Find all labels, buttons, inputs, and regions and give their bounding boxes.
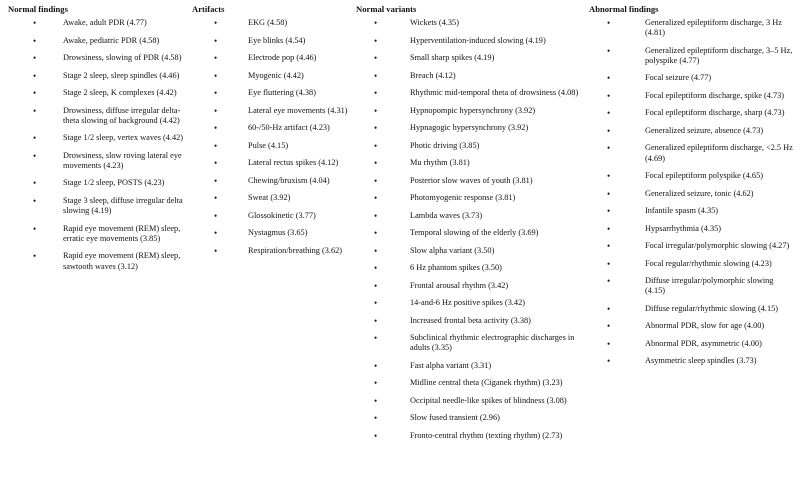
bullet-icon: • [214,53,218,63]
list-item-label: Diffuse irregular/polymorphic slowing (4.15) [645,276,774,296]
list-item-label: Sweat (3.92) [248,193,291,202]
list-item [214,211,352,221]
bullet-icon: • [33,195,37,206]
bullet-icon: • [374,18,378,28]
bullet-icon: • [214,105,218,116]
bullet-icon: • [607,303,611,314]
bullet-icon: • [214,88,218,98]
list-item-label: Fast alpha variant (3.31) [410,360,492,370]
list-item-label: Eye fluttering (4.38) [248,88,316,97]
bullet-icon: • [607,90,611,101]
bullet-icon: • [374,140,378,151]
bullet-icon: • [374,105,378,116]
list-item [374,246,586,256]
list-item [607,143,797,163]
list-item-label: 14-and-6 Hz positive spikes (3.42) [410,298,525,307]
list-item [374,88,586,98]
list-item [607,91,797,101]
column-abnormal-findings [589,4,797,374]
list-item-label: Respiration/breathing (3.62) [248,245,343,255]
list-item [374,396,586,406]
bullet-icon: • [374,413,378,424]
list-item [374,18,586,28]
bullet-icon: • [374,333,378,343]
list-item [607,356,797,366]
column-heading: Artifacts [192,4,225,14]
list-item-label: Rapid eye movement (REM) sleep, sawtooth waves (3.12) [63,251,181,271]
list-item-label: Pulse (4.15) [248,140,289,150]
list-item [214,176,352,186]
list-item-label: Awake, pediatric PDR (4.58) [63,35,160,45]
list-item-label: Focal epileptiform discharge, sharp (4.73) [645,108,785,118]
bullet-icon: • [214,245,218,256]
bullet-icon: • [214,123,218,133]
list-item [28,71,188,81]
list-item [374,53,586,63]
list-item-label: Chewing/bruxism (4.04) [248,175,330,185]
bullet-icon: • [374,280,378,291]
list-item-label: Generalized epileptiform discharge, 3 Hz (4.81) [645,18,782,38]
list-item [607,189,797,199]
list-item [374,298,586,308]
list-item-label: Hypsarrhythmia (4.35) [645,223,722,233]
bullet-icon: • [374,395,378,406]
list-item [374,378,586,388]
bullet-icon: • [374,123,378,133]
list-item-label: Subclinical rhythmic electrographic discharges in adults (3.35) [410,333,575,353]
bullet-icon: • [607,338,611,349]
list-item-label: EKG (4.58) [248,18,288,27]
bullet-icon: • [214,210,218,221]
bullet-icon: • [33,223,37,234]
list-item [214,53,352,63]
column-heading: Normal findings [8,4,68,14]
bullet-icon: • [607,241,611,252]
list-item [607,18,797,38]
bullet-icon: • [33,178,37,189]
list-item [374,316,586,326]
list-item [374,263,586,273]
bullet-icon: • [33,18,37,28]
list-item [28,133,188,143]
list-item-label: Diffuse regular/rhythmic slowing (4.15) [645,303,779,313]
bullet-icon: • [214,175,218,186]
bullet-icon: • [374,158,378,168]
list-item [214,18,352,28]
list-item-label: Stage 1/2 sleep, vertex waves (4.42) [63,133,184,143]
list-item-label: Infantile spasm (4.35) [645,206,719,216]
list-item-label: Asymmetric sleep spindles (3.73) [645,356,757,366]
list-item [28,106,188,126]
bullet-icon: • [374,53,378,63]
list-item [214,71,352,81]
list-item-label: Stage 1/2 sleep, POSTS (4.23) [63,178,165,188]
list-item [28,18,188,28]
list-item-label: Frontal arousal rhythm (3.42) [410,280,509,290]
list-item-label: 6 Hz phantom spikes (3.50) [410,263,502,272]
list-item-label: Glossokinetic (3.77) [248,210,316,220]
list-item [607,171,797,181]
bullet-icon: • [214,193,218,203]
list-item-label: Stage 3 sleep, diffuse irregular delta slowing (4.19) [63,195,183,216]
list-item [374,106,586,116]
bullet-icon: • [33,53,37,63]
bullet-icon: • [607,223,611,234]
list-item [374,176,586,186]
list-item-label: Small sharp spikes (4.19) [410,53,495,62]
list-item [28,224,188,244]
list-item-label: Breach (4.12) [410,70,456,80]
bullet-icon: • [214,18,218,28]
bullet-icon: • [33,105,37,116]
bullet-icon: • [607,188,611,199]
list-item [28,53,188,63]
list-item-label: Focal epileptiform polyspike (4.65) [645,171,763,181]
bullet-icon: • [607,73,611,84]
bullet-icon: • [33,150,37,161]
list-item-label: Abnormal PDR, slow for age (4.00) [645,321,765,331]
bullet-icon: • [374,88,378,98]
list-item [28,36,188,46]
bullet-icon: • [374,430,378,441]
list-item-label: Posterior slow waves of youth (3.81) [410,175,533,185]
bullet-icon: • [607,258,611,269]
list-item [214,106,352,116]
list-item [374,158,586,168]
list-item-label: Increased frontal beta activity (3.38) [410,315,531,325]
list-item-label: Lateral rectus spikes (4.12) [248,158,339,167]
bullet-icon: • [607,45,611,56]
list-item [28,151,188,171]
bullet-icon: • [607,276,611,287]
column-normal-variants [356,4,586,448]
list-item [607,108,797,118]
list-item [374,228,586,238]
list-item-label: Drowsiness, diffuse irregular delta-theta slowing of background (4.42) [63,105,181,125]
list-item-label: Focal epileptiform discharge, spike (4.73) [645,90,785,100]
bullet-icon: • [374,228,378,238]
list-item-label: Midline central theta (Ciganek rhythm) (3.23) [410,378,563,388]
list-item [607,259,797,269]
list-item-label: Fronto-central rhythm (texting rhythm) (2.73) [410,430,563,440]
list-item [214,228,352,238]
bullet-icon: • [214,140,218,151]
bullet-icon: • [374,175,378,186]
list-item [28,251,188,271]
list-item-label: Hyperventilation-induced slowing (4.19) [410,35,546,45]
bullet-icon: • [607,143,611,154]
bullet-icon: • [374,298,378,308]
list-item [374,333,586,353]
list-item-label: Eye blinks (4.54) [248,35,306,45]
list-item [214,36,352,46]
list-item-label: Drowsiness, slow roving lateral eye movements (4.23) [63,150,182,170]
bullet-icon: • [607,125,611,136]
bullet-icon: • [374,263,378,273]
list-item [214,141,352,151]
list-item [607,73,797,83]
list-item-label: Hypnopompic hypersynchrony (3.92) [410,105,536,115]
list-item-label: Occipital needle-like spikes of blindness (3.08) [410,395,567,405]
bullet-icon: • [607,321,611,332]
list-item [607,46,797,66]
list-item [214,246,352,256]
bullet-icon: • [374,315,378,326]
bullet-icon: • [374,360,378,371]
bullet-icon: • [374,210,378,221]
list-item [607,304,797,314]
item-list [214,18,352,256]
list-item [214,88,352,98]
bullet-icon: • [607,206,611,217]
list-item-label: Mu rhythm (3.81) [410,158,470,167]
list-item-label: Generalized seizure, tonic (4.62) [645,188,754,198]
list-item-label: Stage 2 sleep, K complexes (4.42) [63,88,177,97]
list-item-label: Photomyogenic response (3.81) [410,193,516,202]
item-list [28,18,188,272]
bullet-icon: • [374,35,378,46]
bullet-icon: • [214,228,218,238]
item-list [607,18,797,367]
column-heading: Abnormal findings [589,4,659,14]
list-item-label: 60-/50-Hz artifact (4.23) [248,123,330,132]
list-item-label: Rhythmic mid-temporal theta of drowsiness (4.08) [410,88,579,97]
bullet-icon: • [607,171,611,182]
list-item-label: Hypnagogic hypersynchrony (3.92) [410,123,529,132]
list-item [214,158,352,168]
list-item [374,36,586,46]
column-normal-findings [8,4,188,279]
list-item [374,413,586,423]
list-item-label: Focal irregular/polymorphic slowing (4.27) [645,241,790,251]
list-item-label: Photic driving (3.85) [410,140,480,150]
list-item-label: Awake, adult PDR (4.77) [63,18,147,27]
list-item [374,141,586,151]
list-item [607,321,797,331]
list-item-label: Stage 2 sleep, sleep spindles (4.46) [63,70,180,80]
bullet-icon: • [374,70,378,81]
bullet-icon: • [33,88,37,98]
list-item [374,123,586,133]
list-item-label: Lambda waves (3.73) [410,210,483,220]
item-list [374,18,586,441]
list-item-label: Electrode pop (4.46) [248,53,317,62]
list-item-label: Myogenic (4.42) [248,70,304,80]
list-item-label: Slow fused transient (2.96) [410,413,500,423]
list-item-label: Slow alpha variant (3.50) [410,245,495,255]
bullet-icon: • [33,35,37,46]
bullet-icon: • [374,193,378,203]
list-item [28,178,188,188]
list-item-label: Temporal slowing of the elderly (3.69) [410,228,539,237]
bullet-icon: • [214,35,218,46]
bullet-icon: • [33,70,37,81]
bullet-icon: • [607,356,611,367]
list-item [28,88,188,98]
list-item [374,193,586,203]
list-item [607,276,797,296]
list-item-label: Drowsiness, slowing of PDR (4.58) [63,53,182,62]
list-item [607,339,797,349]
list-item-label: Rapid eye movement (REM) sleep, erratic eye movements (3.85) [63,223,181,243]
bullet-icon: • [33,251,37,262]
list-item [374,71,586,81]
bullet-icon: • [607,108,611,119]
bullet-icon: • [33,133,37,144]
list-item [607,206,797,216]
list-item [214,123,352,133]
list-item [28,196,188,216]
list-item [374,361,586,371]
list-item [607,126,797,136]
list-item-label: Wickets (4.35) [410,18,459,27]
list-item [607,224,797,234]
list-item [214,193,352,203]
list-item-label: Lateral eye movements (4.31) [248,105,348,115]
column-artifacts [192,4,352,263]
list-item [607,241,797,251]
list-item-label: Focal seizure (4.77) [645,73,712,83]
list-item [374,431,586,441]
list-item-label: Abnormal PDR, asymmetric (4.00) [645,338,762,348]
list-item-label: Generalized epileptiform discharge, 3–5 Hz, polyspike (4.77) [645,45,793,65]
bullet-icon: • [214,158,218,168]
list-item-label: Nystagmus (3.65) [248,228,308,237]
bullet-icon: • [374,378,378,389]
list-item-label: Generalized epileptiform discharge, <2.5 Hz (4.69) [645,143,793,163]
list-item-label: Focal regular/rhythmic slowing (4.23) [645,258,772,268]
list-item [374,281,586,291]
column-heading: Normal variants [356,4,417,14]
bullet-icon: • [374,245,378,256]
bullet-icon: • [214,70,218,81]
list-item-label: Generalized seizure, absence (4.73) [645,125,764,135]
list-item [374,211,586,221]
bullet-icon: • [607,18,611,28]
